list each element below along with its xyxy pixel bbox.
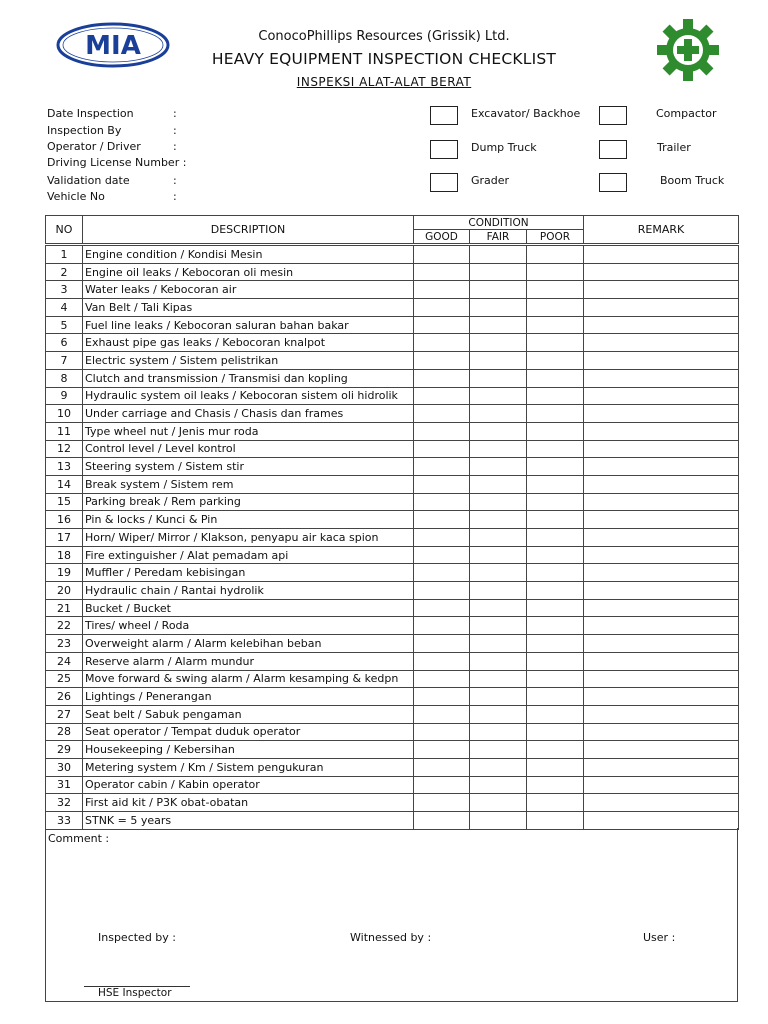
remark-cell[interactable] xyxy=(584,440,739,458)
poor-cell[interactable] xyxy=(527,599,584,617)
table-row xyxy=(46,776,739,794)
row-number: 18 xyxy=(46,546,83,564)
fair-cell[interactable] xyxy=(470,599,527,617)
row-description: Reserve alarm / Alarm mundur xyxy=(83,652,414,670)
good-cell[interactable] xyxy=(414,493,470,511)
document-subtitle: INSPEKSI ALAT-ALAT BERAT xyxy=(296,75,472,89)
row-number: 7 xyxy=(46,352,83,370)
remark-cell[interactable] xyxy=(584,794,739,812)
table-row xyxy=(46,723,739,741)
row-number: 10 xyxy=(46,405,83,423)
poor-cell[interactable] xyxy=(527,705,584,723)
row-description: First aid kit / P3K obat-obatan xyxy=(83,794,414,812)
fair-cell[interactable] xyxy=(470,758,527,776)
checklist-rows xyxy=(46,245,739,830)
poor-cell[interactable] xyxy=(527,688,584,706)
table-row xyxy=(46,546,739,564)
fair-cell[interactable] xyxy=(470,794,527,812)
remark-cell[interactable] xyxy=(584,369,739,387)
table-row xyxy=(46,794,739,812)
boom-truck-checkbox[interactable] xyxy=(599,173,627,192)
good-cell[interactable] xyxy=(414,352,470,370)
fair-cell[interactable] xyxy=(470,440,527,458)
good-cell[interactable] xyxy=(414,688,470,706)
row-number: 30 xyxy=(46,758,83,776)
fair-cell[interactable] xyxy=(470,387,527,405)
fair-cell[interactable] xyxy=(470,670,527,688)
inspected-by-label: Inspected by : xyxy=(98,931,176,944)
remark-cell[interactable] xyxy=(584,582,739,600)
row-number: 5 xyxy=(46,316,83,334)
row-description: Van Belt / Tali Kipas xyxy=(83,299,414,317)
row-description: Pin & locks / Kunci & Pin xyxy=(83,511,414,529)
poor-cell[interactable] xyxy=(527,281,584,299)
remark-cell[interactable] xyxy=(584,334,739,352)
remark-cell[interactable] xyxy=(584,635,739,653)
row-number: 3 xyxy=(46,281,83,299)
row-description: Tires/ wheel / Roda xyxy=(83,617,414,635)
remark-cell[interactable] xyxy=(584,617,739,635)
hse-inspector-label: HSE Inspector xyxy=(98,987,172,999)
table-row xyxy=(46,263,739,281)
good-cell[interactable] xyxy=(414,599,470,617)
table-row xyxy=(46,688,739,706)
good-cell[interactable] xyxy=(414,316,470,334)
remark-cell[interactable] xyxy=(584,458,739,476)
row-number: 14 xyxy=(46,475,83,493)
row-number: 29 xyxy=(46,741,83,759)
row-number: 15 xyxy=(46,493,83,511)
field-colon: : xyxy=(173,124,177,137)
fair-cell[interactable] xyxy=(470,458,527,476)
good-cell[interactable] xyxy=(414,511,470,529)
fair-cell[interactable] xyxy=(470,617,527,635)
fair-cell[interactable] xyxy=(470,245,527,264)
remark-cell[interactable] xyxy=(584,812,739,830)
remark-cell[interactable] xyxy=(584,422,739,440)
fair-cell[interactable] xyxy=(470,405,527,423)
row-number: 13 xyxy=(46,458,83,476)
row-number: 8 xyxy=(46,369,83,387)
remark-cell[interactable] xyxy=(584,670,739,688)
row-description: Steering system / Sistem stir xyxy=(83,458,414,476)
poor-cell[interactable] xyxy=(527,582,584,600)
fair-cell[interactable] xyxy=(470,582,527,600)
fair-cell[interactable] xyxy=(470,299,527,317)
remark-cell[interactable] xyxy=(584,546,739,564)
remark-cell[interactable] xyxy=(584,705,739,723)
field-colon: : xyxy=(173,107,177,120)
row-number: 25 xyxy=(46,670,83,688)
poor-cell[interactable] xyxy=(527,352,584,370)
row-number: 21 xyxy=(46,599,83,617)
remark-cell[interactable] xyxy=(584,352,739,370)
good-cell[interactable] xyxy=(414,369,470,387)
remark-cell[interactable] xyxy=(584,564,739,582)
good-cell[interactable] xyxy=(414,458,470,476)
field-colon: : xyxy=(173,190,177,203)
remark-cell[interactable] xyxy=(584,776,739,794)
table-row xyxy=(46,670,739,688)
fair-cell[interactable] xyxy=(470,776,527,794)
good-cell[interactable] xyxy=(414,564,470,582)
row-description: Lightings / Penerangan xyxy=(83,688,414,706)
row-number: 16 xyxy=(46,511,83,529)
poor-cell[interactable] xyxy=(527,617,584,635)
header-condition: CONDITION xyxy=(414,216,584,230)
poor-cell[interactable] xyxy=(527,387,584,405)
date-inspection-label: Date Inspection xyxy=(47,107,134,120)
fair-cell[interactable] xyxy=(470,263,527,281)
remark-cell[interactable] xyxy=(584,387,739,405)
row-description: Overweight alarm / Alarm kelebihan beban xyxy=(83,635,414,653)
inspection-by-field xyxy=(47,124,232,140)
remark-cell[interactable] xyxy=(584,475,739,493)
table-row xyxy=(46,316,739,334)
row-number: 27 xyxy=(46,705,83,723)
good-cell[interactable] xyxy=(414,741,470,759)
excavator-checkbox[interactable] xyxy=(430,106,458,125)
good-cell[interactable] xyxy=(414,705,470,723)
remark-cell[interactable] xyxy=(584,758,739,776)
row-number: 31 xyxy=(46,776,83,794)
row-number: 6 xyxy=(46,334,83,352)
row-number: 17 xyxy=(46,529,83,547)
row-description: Water leaks / Kebocoran air xyxy=(83,281,414,299)
good-cell[interactable] xyxy=(414,387,470,405)
row-description: Type wheel nut / Jenis mur roda xyxy=(83,422,414,440)
table-row xyxy=(46,758,739,776)
row-description: Control level / Level kontrol xyxy=(83,440,414,458)
fair-cell[interactable] xyxy=(470,546,527,564)
row-number: 4 xyxy=(46,299,83,317)
validation-date-label: Validation date xyxy=(47,174,130,187)
dump-truck-checkbox[interactable] xyxy=(430,140,458,159)
header-no: NO xyxy=(46,216,83,245)
header-poor: POOR xyxy=(527,230,584,245)
operator-driver-label: Operator / Driver xyxy=(47,140,141,153)
poor-cell[interactable] xyxy=(527,458,584,476)
remark-cell[interactable] xyxy=(584,652,739,670)
table-row xyxy=(46,475,739,493)
header-good: GOOD xyxy=(414,230,470,245)
table-row xyxy=(46,334,739,352)
field-colon: : xyxy=(173,140,177,153)
operator-driver-field xyxy=(47,140,232,156)
table-row xyxy=(46,652,739,670)
fair-cell[interactable] xyxy=(470,688,527,706)
driving-license-label: Driving License Number : xyxy=(47,156,187,169)
row-number: 22 xyxy=(46,617,83,635)
poor-cell[interactable] xyxy=(527,794,584,812)
fair-cell[interactable] xyxy=(470,652,527,670)
validation-date-field xyxy=(47,174,232,190)
table-row xyxy=(46,635,739,653)
good-cell[interactable] xyxy=(414,405,470,423)
vehicle-no-label: Vehicle No xyxy=(47,190,105,203)
grader-checkbox[interactable] xyxy=(430,173,458,192)
poor-cell[interactable] xyxy=(527,635,584,653)
remark-cell[interactable] xyxy=(584,299,739,317)
row-description: Hydraulic system oil leaks / Kebocoran sistem oli hidrolik xyxy=(83,387,414,405)
good-cell[interactable] xyxy=(414,670,470,688)
poor-cell[interactable] xyxy=(527,776,584,794)
table-row xyxy=(46,422,739,440)
row-description: Engine oil leaks / Kebocoran oli mesin xyxy=(83,263,414,281)
good-cell[interactable] xyxy=(414,422,470,440)
witnessed-by-label: Witnessed by : xyxy=(350,931,432,944)
fair-cell[interactable] xyxy=(470,529,527,547)
row-number: 20 xyxy=(46,582,83,600)
comment-label: Comment : xyxy=(48,832,110,845)
trailer-label: Trailer xyxy=(657,141,691,154)
remark-cell[interactable] xyxy=(584,688,739,706)
poor-cell[interactable] xyxy=(527,263,584,281)
table-row xyxy=(46,405,739,423)
date-inspection-field xyxy=(47,107,232,123)
remark-cell[interactable] xyxy=(584,245,739,264)
row-description: Engine condition / Kondisi Mesin xyxy=(83,245,414,264)
company-name: ConocoPhillips Resources (Grissik) Ltd. xyxy=(258,29,510,44)
fair-cell[interactable] xyxy=(470,511,527,529)
fair-cell[interactable] xyxy=(470,812,527,830)
poor-cell[interactable] xyxy=(527,758,584,776)
row-description: Muffler / Peredam kebisingan xyxy=(83,564,414,582)
row-number: 1 xyxy=(46,245,83,264)
good-cell[interactable] xyxy=(414,758,470,776)
fair-cell[interactable] xyxy=(470,281,527,299)
fair-cell[interactable] xyxy=(470,741,527,759)
table-row xyxy=(46,564,739,582)
row-number: 23 xyxy=(46,635,83,653)
poor-cell[interactable] xyxy=(527,564,584,582)
user-label: User : xyxy=(643,931,676,944)
row-number: 2 xyxy=(46,263,83,281)
remark-cell[interactable] xyxy=(584,405,739,423)
row-number: 9 xyxy=(46,387,83,405)
poor-cell[interactable] xyxy=(527,652,584,670)
table-row xyxy=(46,352,739,370)
remark-cell[interactable] xyxy=(584,316,739,334)
table-row xyxy=(46,582,739,600)
poor-cell[interactable] xyxy=(527,812,584,830)
vehicle-no-field xyxy=(47,190,232,206)
row-number: 32 xyxy=(46,794,83,812)
good-cell[interactable] xyxy=(414,263,470,281)
remark-cell[interactable] xyxy=(584,493,739,511)
good-cell[interactable] xyxy=(414,475,470,493)
poor-cell[interactable] xyxy=(527,422,584,440)
row-description: STNK = 5 years xyxy=(83,812,414,830)
fair-cell[interactable] xyxy=(470,705,527,723)
header-fair: FAIR xyxy=(470,230,527,245)
poor-cell[interactable] xyxy=(527,369,584,387)
poor-cell[interactable] xyxy=(527,334,584,352)
poor-cell[interactable] xyxy=(527,670,584,688)
row-description: Hydraulic chain / Rantai hydrolik xyxy=(83,582,414,600)
row-description: Exhaust pipe gas leaks / Kebocoran knalpot xyxy=(83,334,414,352)
row-number: 12 xyxy=(46,440,83,458)
poor-cell[interactable] xyxy=(527,475,584,493)
poor-cell[interactable] xyxy=(527,511,584,529)
fair-cell[interactable] xyxy=(470,635,527,653)
fair-cell[interactable] xyxy=(470,475,527,493)
header-description: DESCRIPTION xyxy=(83,216,414,245)
good-cell[interactable] xyxy=(414,440,470,458)
row-description: Horn/ Wiper/ Mirror / Klakson, penyapu air kaca spion xyxy=(83,529,414,547)
fair-cell[interactable] xyxy=(470,422,527,440)
remark-cell[interactable] xyxy=(584,599,739,617)
table-row xyxy=(46,511,739,529)
poor-cell[interactable] xyxy=(527,245,584,264)
inspection-by-label: Inspection By xyxy=(47,124,122,137)
comment-box[interactable] xyxy=(45,828,738,1002)
fair-cell[interactable] xyxy=(470,493,527,511)
document-title: HEAVY EQUIPMENT INSPECTION CHECKLIST xyxy=(211,50,557,68)
table-row xyxy=(46,705,739,723)
fair-cell[interactable] xyxy=(470,316,527,334)
fair-cell[interactable] xyxy=(470,564,527,582)
field-colon: : xyxy=(173,174,177,187)
compactor-checkbox[interactable] xyxy=(599,106,627,125)
table-row xyxy=(46,281,739,299)
driving-license-field xyxy=(47,156,232,172)
row-number: 33 xyxy=(46,812,83,830)
good-cell[interactable] xyxy=(414,281,470,299)
table-row xyxy=(46,458,739,476)
good-cell[interactable] xyxy=(414,652,470,670)
fair-cell[interactable] xyxy=(470,334,527,352)
good-cell[interactable] xyxy=(414,723,470,741)
remark-cell[interactable] xyxy=(584,511,739,529)
row-number: 28 xyxy=(46,723,83,741)
table-row xyxy=(46,387,739,405)
table-row xyxy=(46,369,739,387)
row-description: Electric system / Sistem pelistrikan xyxy=(83,352,414,370)
header-remark: REMARK xyxy=(584,216,739,245)
dump-truck-label: Dump Truck xyxy=(471,141,537,154)
table-row xyxy=(46,493,739,511)
poor-cell[interactable] xyxy=(527,299,584,317)
table-row xyxy=(46,299,739,317)
row-number: 24 xyxy=(46,652,83,670)
row-number: 19 xyxy=(46,564,83,582)
row-description: Fuel line leaks / Kebocoran saluran bahan bakar xyxy=(83,316,414,334)
row-description: Under carriage and Chasis / Chasis dan frames xyxy=(83,405,414,423)
good-cell[interactable] xyxy=(414,546,470,564)
remark-cell[interactable] xyxy=(584,529,739,547)
row-number: 11 xyxy=(46,422,83,440)
row-description: Operator cabin / Kabin operator xyxy=(83,776,414,794)
row-description: Seat belt / Sabuk pengaman xyxy=(83,705,414,723)
poor-cell[interactable] xyxy=(527,546,584,564)
good-cell[interactable] xyxy=(414,776,470,794)
poor-cell[interactable] xyxy=(527,529,584,547)
grader-label: Grader xyxy=(471,174,510,187)
boom-truck-label: Boom Truck xyxy=(660,174,725,187)
remark-cell[interactable] xyxy=(584,281,739,299)
row-description: Parking break / Rem parking xyxy=(83,493,414,511)
poor-cell[interactable] xyxy=(527,440,584,458)
table-row xyxy=(46,617,739,635)
table-row xyxy=(46,245,739,264)
good-cell[interactable] xyxy=(414,529,470,547)
fair-cell[interactable] xyxy=(470,352,527,370)
poor-cell[interactable] xyxy=(527,493,584,511)
table-row xyxy=(46,599,739,617)
row-number: 26 xyxy=(46,688,83,706)
row-description: Clutch and transmission / Transmisi dan kopling xyxy=(83,369,414,387)
excavator-label: Excavator/ Backhoe xyxy=(471,107,581,120)
row-description: Metering system / Km / Sistem pengukuran xyxy=(83,758,414,776)
good-cell[interactable] xyxy=(414,635,470,653)
fair-cell[interactable] xyxy=(470,723,527,741)
poor-cell[interactable] xyxy=(527,405,584,423)
good-cell[interactable] xyxy=(414,794,470,812)
row-description: Seat operator / Tempat duduk operator xyxy=(83,723,414,741)
safety-cross-gear-icon xyxy=(656,18,720,82)
good-cell[interactable] xyxy=(414,299,470,317)
poor-cell[interactable] xyxy=(527,723,584,741)
table-row xyxy=(46,440,739,458)
good-cell[interactable] xyxy=(414,245,470,264)
trailer-checkbox[interactable] xyxy=(599,140,627,159)
poor-cell[interactable] xyxy=(527,741,584,759)
mia-logo-text: MIA xyxy=(85,31,141,61)
row-description: Housekeeping / Kebersihan xyxy=(83,741,414,759)
remark-cell[interactable] xyxy=(584,263,739,281)
good-cell[interactable] xyxy=(414,812,470,830)
table-row xyxy=(46,812,739,830)
remark-cell[interactable] xyxy=(584,723,739,741)
compactor-label: Compactor xyxy=(656,107,717,120)
row-description: Move forward & swing alarm / Alarm kesamping & kedpn xyxy=(83,670,414,688)
row-description: Fire extinguisher / Alat pemadam api xyxy=(83,546,414,564)
table-row xyxy=(46,741,739,759)
fair-cell[interactable] xyxy=(470,369,527,387)
row-description: Bucket / Bucket xyxy=(83,599,414,617)
good-cell[interactable] xyxy=(414,582,470,600)
remark-cell[interactable] xyxy=(584,741,739,759)
good-cell[interactable] xyxy=(414,334,470,352)
good-cell[interactable] xyxy=(414,617,470,635)
table-row xyxy=(46,529,739,547)
poor-cell[interactable] xyxy=(527,316,584,334)
inspection-checklist-table xyxy=(45,215,739,830)
row-description: Break system / Sistem rem xyxy=(83,475,414,493)
